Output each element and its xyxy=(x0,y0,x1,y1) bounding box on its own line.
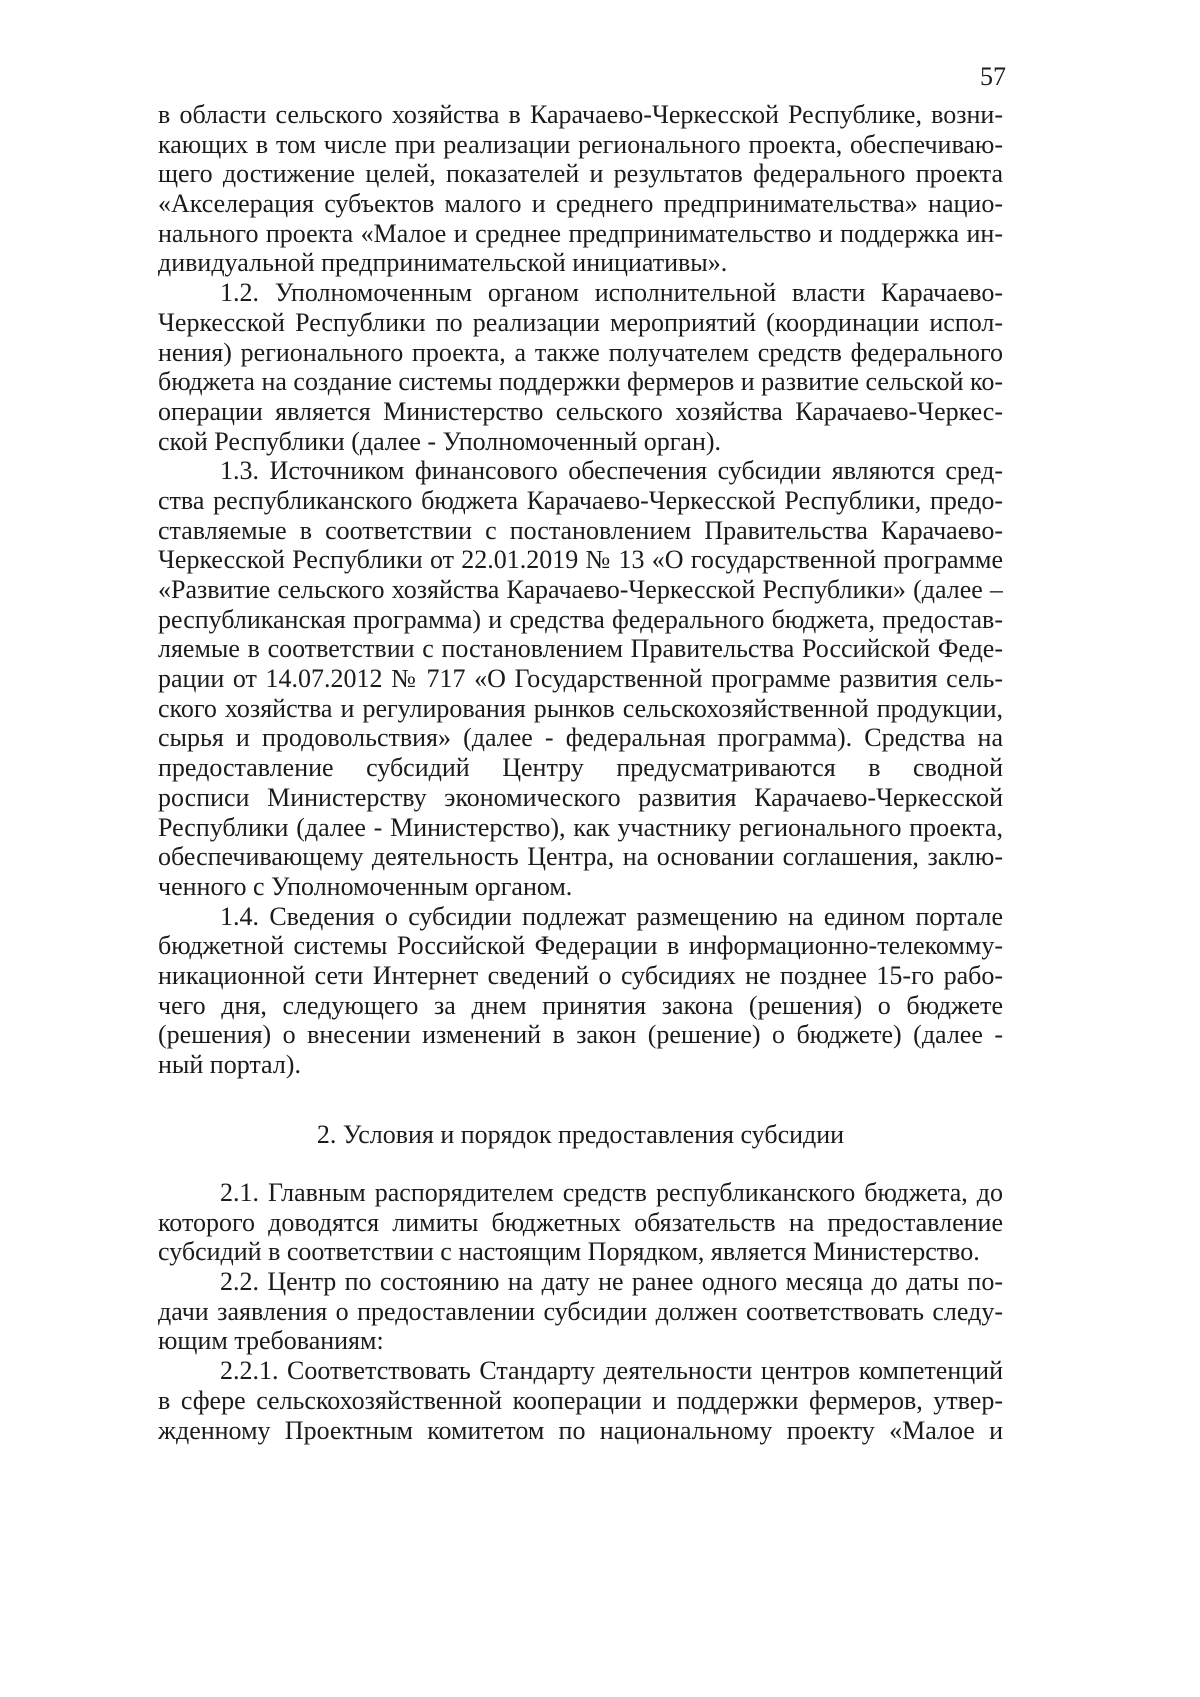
text-line: дивидуальной предпринимательской инициативы». xyxy=(158,248,728,278)
text-line: Черкесской Республики от 22.01.2019 № 13 «О государственной программе xyxy=(158,545,1003,575)
text-line: 2.2. Центр по состоянию на дату не ранее одного месяца до даты по- xyxy=(220,1267,1003,1297)
text-line: ющим требованиям: xyxy=(158,1326,384,1356)
text-line: нения) регионального проекта, а также получателем средств федерального xyxy=(158,337,1003,367)
page-number: 57 xyxy=(980,62,1006,91)
text-line: предоставление субсидий Центру предусматриваются в сводной xyxy=(158,753,1003,783)
text-line: бюджета на создание системы поддержки фермеров и развитие сельской ко- xyxy=(158,367,1003,397)
text-line: «Акселерация субъектов малого и среднего предпринимательства» нацио- xyxy=(158,189,1003,219)
text-line: росписи Министерству экономического развития Карачаево-Черкесской xyxy=(158,782,1003,812)
text-line: дачи заявления о предоставлении субсидии должен соответствовать следу- xyxy=(158,1296,1003,1326)
text-line: рации от 14.07.2012 № 717 «О Государственной программе развития сель- xyxy=(158,664,1003,694)
text-line: никационной сети Интернет сведений о субсидиях не позднее 15-го рабо- xyxy=(158,960,1003,990)
text-line: ской Республики (далее - Уполномоченный орган). xyxy=(158,426,722,456)
text-line: 1.2. Уполномоченным органом исполнительной власти Карачаево- xyxy=(220,278,1003,308)
text-line: которого доводятся лимиты бюджетных обязательств на предоставление xyxy=(158,1207,1003,1237)
text-line: ный портал). xyxy=(158,1050,301,1079)
document-body-section-1 xyxy=(158,100,1003,1080)
text-line: Республики (далее - Министерство), как участнику регионального проекта, xyxy=(158,812,1003,842)
text-line: обеспечивающему деятельность Центра, на основании соглашения, заклю- xyxy=(158,842,1003,872)
text-line: ставляемые в соответствии с постановлением Правительства Карачаево- xyxy=(158,515,1003,545)
text-line: (решения) о внесении изменений в закон (решение) о бюджете) (далее - xyxy=(158,1020,1003,1050)
paragraph-1-4 xyxy=(158,902,1003,1080)
text-line: Черкесской Республики по реализации мероприятий (координации испол- xyxy=(158,307,1003,337)
paragraph-1-3 xyxy=(158,456,1003,901)
text-line: 1.4. Сведения о субсидии подлежат размещению на едином портале xyxy=(220,901,1003,931)
text-line: ченного с Уполномоченным органом. xyxy=(158,871,573,901)
section-heading: 2. Условия и порядок предоставления субсидии xyxy=(316,1120,845,1149)
text-line: операции является Министерство сельского хозяйства Карачаево-Черкес- xyxy=(158,396,1003,426)
paragraph-1-2 xyxy=(158,278,1003,456)
text-line: субсидий в соответствии с настоящим Порядком, является Министерство. xyxy=(158,1237,980,1267)
text-line: республиканская программа) и средства федерального бюджета, предостав- xyxy=(158,604,1003,634)
text-line: бюджетной системы Российской Федерации в информационно-телекомму- xyxy=(158,931,1003,961)
text-line: ского хозяйства и регулирования рынков сельскохозяйственной продукции, xyxy=(158,693,1003,723)
text-line: чего дня, следующего за днем принятия закона (решения) о бюджете xyxy=(158,990,1003,1020)
text-line: сырья и продовольствия» (далее - федеральная программа). Средства на xyxy=(158,723,1003,753)
text-line: 2.2.1. Соответствовать Стандарту деятельности центров компетенций xyxy=(220,1356,1003,1386)
text-line: «Развитие сельского хозяйства Карачаево-Черкесской Республики» (далее – xyxy=(158,575,1003,604)
text-line: щего достижение целей, показателей и результатов федерального проекта xyxy=(158,159,1003,189)
paragraph-2-2 xyxy=(158,1267,1003,1356)
text-line: 1.3. Источником финансового обеспечения субсидии являются сред- xyxy=(220,456,1003,486)
text-line: ляемые в соответствии с постановлением Правительства Российской Феде- xyxy=(158,634,1003,664)
text-line: в сфере сельскохозяйственной кооперации и поддержки фермеров, утвер- xyxy=(158,1385,1003,1415)
text-line: в области сельского хозяйства в Карачаево-Черкесской Республике, возни- xyxy=(158,100,1003,129)
document-body-section-2 xyxy=(158,1178,1003,1445)
text-line: 2.1. Главным распорядителем средств республиканского бюджета, до xyxy=(220,1178,1003,1207)
text-line: ства республиканского бюджета Карачаево-Черкесской Республики, предо- xyxy=(158,485,1003,515)
text-line: жденному Проектным комитетом по национальному проекту «Малое и xyxy=(158,1415,1003,1445)
paragraph xyxy=(158,100,1003,278)
paragraph-2-1 xyxy=(158,1178,1003,1267)
text-line: кающих в том числе при реализации регионального проекта, обеспечиваю- xyxy=(158,129,1003,159)
text-line: нального проекта «Малое и среднее предпринимательство и поддержка ин- xyxy=(158,218,1003,248)
paragraph-2-2-1 xyxy=(158,1356,1003,1445)
